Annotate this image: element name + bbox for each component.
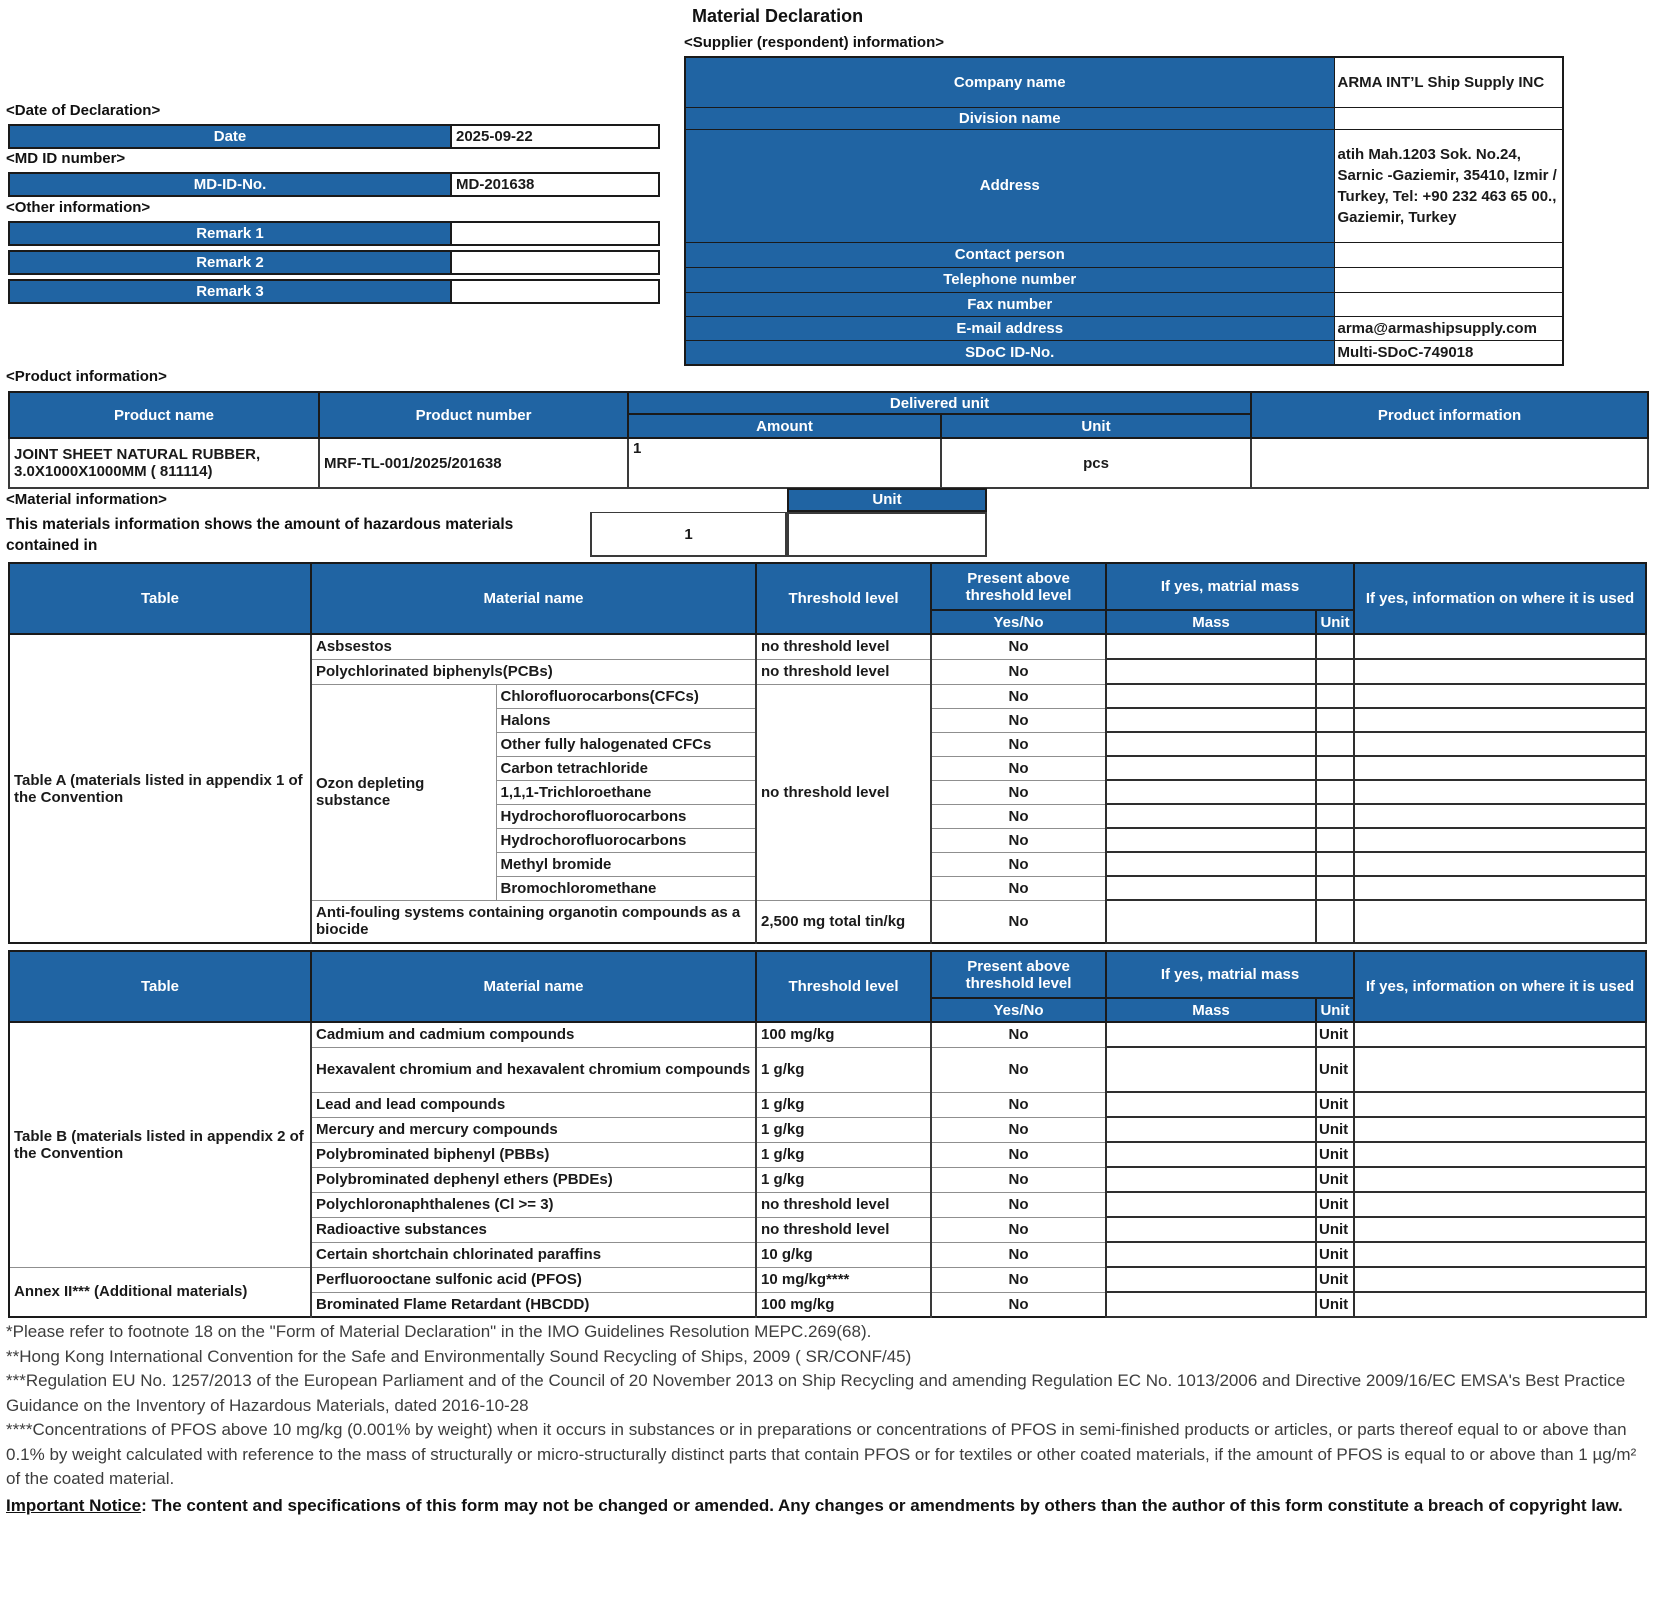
where-used-cell — [1354, 1117, 1646, 1142]
mass-cell — [1106, 1192, 1316, 1217]
date-section-label: <Date of Declaration> — [6, 102, 161, 119]
table-row — [9, 1267, 1646, 1292]
mass-cell — [1106, 876, 1316, 900]
footnote-2: **Hong Kong International Convention for the Safe and Environmentally Sound Recycling of Ships, 2009 ( SR/CONF/45) — [6, 1346, 912, 1366]
mass-cell — [1106, 1142, 1316, 1167]
product-information-header: Product information — [1251, 392, 1648, 438]
material-name-cell: 1,1,1-Trichloroethane — [496, 780, 756, 804]
unit-cell: Unit — [1316, 1022, 1354, 1047]
mass-cell — [1106, 1242, 1316, 1267]
supplier-row-label: Contact person — [685, 242, 1334, 267]
fax-value — [1334, 292, 1563, 316]
col-header-unit: Unit — [1316, 610, 1354, 634]
col-header-table: Table — [9, 563, 311, 634]
where-used-cell — [1354, 1292, 1646, 1317]
material-name-cell: Brominated Flame Retardant (HBCDD) — [311, 1292, 756, 1317]
col-header-yes-no: Yes/No — [931, 998, 1106, 1022]
threshold-cell: 1 g/kg — [756, 1047, 931, 1092]
where-used-cell — [1354, 634, 1646, 659]
md-section-label: <MD ID number> — [6, 150, 126, 167]
material-name-cell: Cadmium and cadmium compounds — [311, 1022, 756, 1047]
threshold-cell: 10 mg/kg**** — [756, 1267, 931, 1292]
where-used-cell — [1354, 1167, 1646, 1192]
threshold-cell: 1 g/kg — [756, 1167, 931, 1192]
material-intro-text: This materials information shows the amount of hazardous materials contained in — [6, 516, 514, 554]
col-header-table: Table — [9, 951, 311, 1022]
mass-cell — [1106, 1167, 1316, 1192]
col-header-threshold: Threshold level — [756, 951, 931, 1022]
unit-cell — [1316, 732, 1354, 756]
present-cell: No — [931, 1267, 1106, 1292]
mass-cell — [1106, 1092, 1316, 1117]
mass-cell — [1106, 634, 1316, 659]
mass-cell — [1106, 659, 1316, 684]
col-header-threshold: Threshold level — [756, 563, 931, 634]
footnote-1: *Please refer to footnote 18 on the "Form of Material Declaration" in the IMO Guidelines Resolution MEPC.269(68). — [6, 1322, 872, 1341]
material-name-cell: Asbsestos — [311, 634, 756, 659]
md-id-value: MD-201638 — [456, 176, 535, 193]
where-used-cell — [1354, 852, 1646, 876]
mass-cell — [1106, 780, 1316, 804]
threshold-cell: no threshold level — [756, 1217, 931, 1242]
threshold-cell: 1 g/kg — [756, 1092, 931, 1117]
material-name-cell: Chlorofluorocarbons(CFCs) — [496, 684, 756, 708]
present-cell: No — [931, 684, 1106, 708]
material-unit-cell — [787, 512, 987, 557]
date-label: Date — [10, 126, 452, 147]
mass-cell — [1106, 804, 1316, 828]
amount-header: Amount — [628, 414, 941, 438]
present-cell: No — [931, 1192, 1106, 1217]
mass-cell — [1106, 732, 1316, 756]
unit-cell — [1316, 804, 1354, 828]
supplier-row-label: E-mail address — [685, 316, 1334, 340]
mass-cell — [1106, 852, 1316, 876]
material-name-cell: Certain shortchain chlorinated paraffins — [311, 1242, 756, 1267]
where-used-cell — [1354, 1047, 1646, 1092]
footnote-4: ****Concentrations of PFOS above 10 mg/kg (0.001% by weight) when it occurs in substances or in preparations or concentrations of PFOS in semi-finished products or articles, or parts thereof equal to or above than 0.1% by weight calculated with reference to the mass of structurally or micro-structurally distinct parts that contain PFOS or for textiles or other coated materials, if the amount of PFOS is equal to or above than 1 µg/m² of the coated material. — [6, 1420, 1637, 1488]
company-name-value: ARMA INT’L Ship Supply INC — [1334, 57, 1563, 107]
page-title: Material Declaration — [692, 6, 864, 26]
remark-label: Remark 3 — [10, 281, 452, 302]
where-used-cell — [1354, 732, 1646, 756]
md-id-table — [8, 172, 660, 197]
material-name-cell: Polybrominated dephenyl ethers (PBDEs) — [311, 1167, 756, 1192]
mass-cell — [1106, 900, 1316, 943]
other-section-label: <Other information> — [6, 199, 151, 216]
supplier-row-label: Division name — [685, 107, 1334, 129]
remark-value — [452, 281, 658, 302]
supplier-row-label: SDoC ID-No. — [685, 340, 1334, 365]
material-name-cell: Hexavalent chromium and hexavalent chromium compounds — [311, 1047, 756, 1092]
product-info-table — [8, 391, 1649, 489]
unit-cell: Unit — [1316, 1092, 1354, 1117]
col-header-present: Present above threshold level — [931, 563, 1106, 610]
remark-row — [8, 279, 660, 304]
material-name-cell: Polychlorinated biphenyls(PCBs) — [311, 659, 756, 684]
where-used-cell — [1354, 804, 1646, 828]
unit-cell — [1316, 708, 1354, 732]
mini-table-spacer — [590, 488, 787, 512]
mass-cell — [1106, 1292, 1316, 1317]
col-header-where-used: If yes, information on where it is used — [1354, 563, 1646, 634]
footnote-3: ***Regulation EU No. 1257/2013 of the European Parliament and of the Council of 20 November 2013 on Ship Recycling and amending Regulation EC No. 1013/2006 and Directive 2009/16/EC EMSA's Best Practice Guidance on the Inventory of Hazardous Materials, dated 2016-10-28 — [6, 1371, 1626, 1415]
contact-person-value — [1334, 242, 1563, 267]
remark-row — [8, 250, 660, 275]
remark-value — [452, 223, 658, 244]
present-cell: No — [931, 804, 1106, 828]
unit-cell — [1316, 876, 1354, 900]
material-name-cell: Hydrochorofluorocarbons — [496, 828, 756, 852]
present-cell: No — [931, 1022, 1106, 1047]
where-used-cell — [1354, 1022, 1646, 1047]
delivered-unit-header: Delivered unit — [628, 392, 1251, 414]
unit-cell — [1316, 828, 1354, 852]
present-cell: No — [931, 756, 1106, 780]
present-cell: No — [931, 876, 1106, 900]
where-used-cell — [1354, 1267, 1646, 1292]
material-name-cell: Polychloronaphthalenes (Cl >= 3) — [311, 1192, 756, 1217]
where-used-cell — [1354, 659, 1646, 684]
unit-cell: Unit — [1316, 1267, 1354, 1292]
unit-header: Unit — [941, 414, 1251, 438]
supplier-row-label: Address — [685, 129, 1334, 242]
table-b-label: Table B (materials listed in appendix 2 of the Convention — [9, 1022, 311, 1267]
date-value: 2025-09-22 — [456, 128, 533, 145]
col-header-mass: Mass — [1106, 610, 1316, 634]
table-row — [9, 1022, 1646, 1047]
material-section-label: <Material information> — [6, 491, 167, 508]
mass-cell — [1106, 1267, 1316, 1292]
footnotes — [6, 1320, 1647, 1518]
threshold-cell: 1 g/kg — [756, 1117, 931, 1142]
col-header-material-name: Material name — [311, 563, 756, 634]
material-name-cell: Mercury and mercury compounds — [311, 1117, 756, 1142]
product-name-header: Product name — [9, 392, 319, 438]
product-section-label: <Product information> — [6, 368, 167, 385]
where-used-cell — [1354, 780, 1646, 804]
material-name-cell: Other fully halogenated CFCs — [496, 732, 756, 756]
material-name-cell: Methyl bromide — [496, 852, 756, 876]
present-cell: No — [931, 1292, 1106, 1317]
material-name-cell: Radioactive substances — [311, 1217, 756, 1242]
present-cell: No — [931, 708, 1106, 732]
unit-value: pcs — [941, 438, 1251, 488]
present-cell: No — [931, 732, 1106, 756]
present-cell: No — [931, 659, 1106, 684]
remark-row — [8, 221, 660, 246]
where-used-cell — [1354, 708, 1646, 732]
threshold-cell: no threshold level — [756, 659, 931, 684]
mass-cell — [1106, 708, 1316, 732]
material-name-cell: Polybrominated biphenyl (PBBs) — [311, 1142, 756, 1167]
present-cell: No — [931, 1047, 1106, 1092]
col-header-where-used: If yes, information on where it is used — [1354, 951, 1646, 1022]
where-used-cell — [1354, 828, 1646, 852]
present-cell: No — [931, 1217, 1106, 1242]
unit-cell — [1316, 900, 1354, 943]
col-header-unit: Unit — [1316, 998, 1354, 1022]
present-cell: No — [931, 1092, 1106, 1117]
threshold-cell: 1 g/kg — [756, 1142, 931, 1167]
address-value: atih Mah.1203 Sok. No.24, Sarnic -Gaziemir, 35410, Izmir / Turkey, Tel: +90 232 463 65 00., Gaziemir, Turkey — [1334, 129, 1563, 242]
present-cell: No — [931, 828, 1106, 852]
material-amount-cell: 1 — [590, 512, 787, 557]
where-used-cell — [1354, 1217, 1646, 1242]
email-value: arma@armashipsupply.com — [1334, 316, 1563, 340]
material-name-cell: Halons — [496, 708, 756, 732]
threshold-cell: 10 g/kg — [756, 1242, 931, 1267]
important-notice — [6, 1494, 1647, 1519]
material-name-cell: Anti-fouling systems containing organotin compounds as a biocide — [311, 900, 756, 943]
material-name-cell: Hydrochorofluorocarbons — [496, 804, 756, 828]
threshold-cell: 100 mg/kg — [756, 1022, 931, 1047]
sdoc-id-value: Multi-SDoC-749018 — [1334, 340, 1563, 365]
mass-cell — [1106, 1022, 1316, 1047]
important-notice-label: Important Notice — [6, 1495, 142, 1515]
telephone-value — [1334, 267, 1563, 292]
product-information-value — [1251, 438, 1648, 488]
supplier-row-label: Telephone number — [685, 267, 1334, 292]
amount-value: 1 — [628, 438, 941, 488]
where-used-cell — [1354, 684, 1646, 708]
material-unit-table — [590, 488, 987, 557]
unit-cell: Unit — [1316, 1242, 1354, 1267]
threshold-cell: no threshold level — [756, 634, 931, 659]
material-unit-header: Unit — [787, 488, 987, 512]
division-name-value — [1334, 107, 1563, 129]
present-cell: No — [931, 634, 1106, 659]
remarks-table — [8, 221, 660, 308]
unit-cell: Unit — [1316, 1142, 1354, 1167]
product-number-value: MRF-TL-001/2025/201638 — [319, 438, 628, 488]
unit-cell: Unit — [1316, 1117, 1354, 1142]
unit-cell — [1316, 634, 1354, 659]
threshold-cell: no threshold level — [756, 1192, 931, 1217]
material-name-cell: Bromochloromethane — [496, 876, 756, 900]
supplier-section-label: <Supplier (respondent) information> — [684, 34, 945, 51]
col-header-material-name: Material name — [311, 951, 756, 1022]
where-used-cell — [1354, 1092, 1646, 1117]
mass-cell — [1106, 1217, 1316, 1242]
present-cell: No — [931, 780, 1106, 804]
threshold-cell: 100 mg/kg — [756, 1292, 931, 1317]
present-cell: No — [931, 1117, 1106, 1142]
product-name-value: JOINT SHEET NATURAL RUBBER, 3.0X1000X1000MM ( 811114) — [9, 438, 319, 488]
col-header-mass: Mass — [1106, 998, 1316, 1022]
threshold-cell: no threshold level — [756, 684, 931, 900]
hazard-table-a — [8, 562, 1647, 944]
where-used-cell — [1354, 1192, 1646, 1217]
supplier-row-label: Company name — [685, 57, 1334, 107]
threshold-cell: 2,500 mg total tin/kg — [756, 900, 931, 943]
material-name-cell: Perfluorooctane sulfonic acid (PFOS) — [311, 1267, 756, 1292]
unit-cell — [1316, 659, 1354, 684]
unit-cell: Unit — [1316, 1217, 1354, 1242]
present-cell: No — [931, 900, 1106, 943]
important-notice-text: : The content and specifications of this form may not be changed or amended. Any changes or amendments by others than the author of this form constitute a breach of copyright law. — [141, 1495, 1623, 1515]
supplier-info-table — [684, 56, 1564, 366]
where-used-cell — [1354, 900, 1646, 943]
where-used-cell — [1354, 756, 1646, 780]
remark-label: Remark 1 — [10, 223, 452, 244]
where-used-cell — [1354, 1242, 1646, 1267]
table-row — [9, 634, 1646, 659]
unit-cell: Unit — [1316, 1047, 1354, 1092]
present-cell: No — [931, 1142, 1106, 1167]
where-used-cell — [1354, 1142, 1646, 1167]
md-id-label: MD-ID-No. — [10, 174, 452, 195]
present-cell: No — [931, 1167, 1106, 1192]
where-used-cell — [1354, 876, 1646, 900]
col-header-mass-group: If yes, matrial mass — [1106, 951, 1354, 998]
material-name-cell: Lead and lead compounds — [311, 1092, 756, 1117]
hazard-table-b — [8, 950, 1647, 1318]
col-header-yes-no: Yes/No — [931, 610, 1106, 634]
unit-cell: Unit — [1316, 1167, 1354, 1192]
remark-label: Remark 2 — [10, 252, 452, 273]
remark-value — [452, 252, 658, 273]
col-header-present: Present above threshold level — [931, 951, 1106, 998]
unit-cell — [1316, 756, 1354, 780]
ozone-group-label: Ozon depleting substance — [311, 684, 496, 900]
mass-cell — [1106, 684, 1316, 708]
mass-cell — [1106, 756, 1316, 780]
unit-cell — [1316, 852, 1354, 876]
unit-cell: Unit — [1316, 1292, 1354, 1317]
material-name-cell: Carbon tetrachloride — [496, 756, 756, 780]
mass-cell — [1106, 1047, 1316, 1092]
supplier-row-label: Fax number — [685, 292, 1334, 316]
table-a-label: Table A (materials listed in appendix 1 of the Convention — [9, 634, 311, 943]
col-header-mass-group: If yes, matrial mass — [1106, 563, 1354, 610]
unit-cell — [1316, 780, 1354, 804]
product-number-header: Product number — [319, 392, 628, 438]
annex-label: Annex II*** (Additional materials) — [9, 1267, 311, 1317]
unit-cell — [1316, 684, 1354, 708]
mass-cell — [1106, 1117, 1316, 1142]
present-cell: No — [931, 852, 1106, 876]
present-cell: No — [931, 1242, 1106, 1267]
mass-cell — [1106, 828, 1316, 852]
date-table — [8, 124, 660, 149]
unit-cell: Unit — [1316, 1192, 1354, 1217]
